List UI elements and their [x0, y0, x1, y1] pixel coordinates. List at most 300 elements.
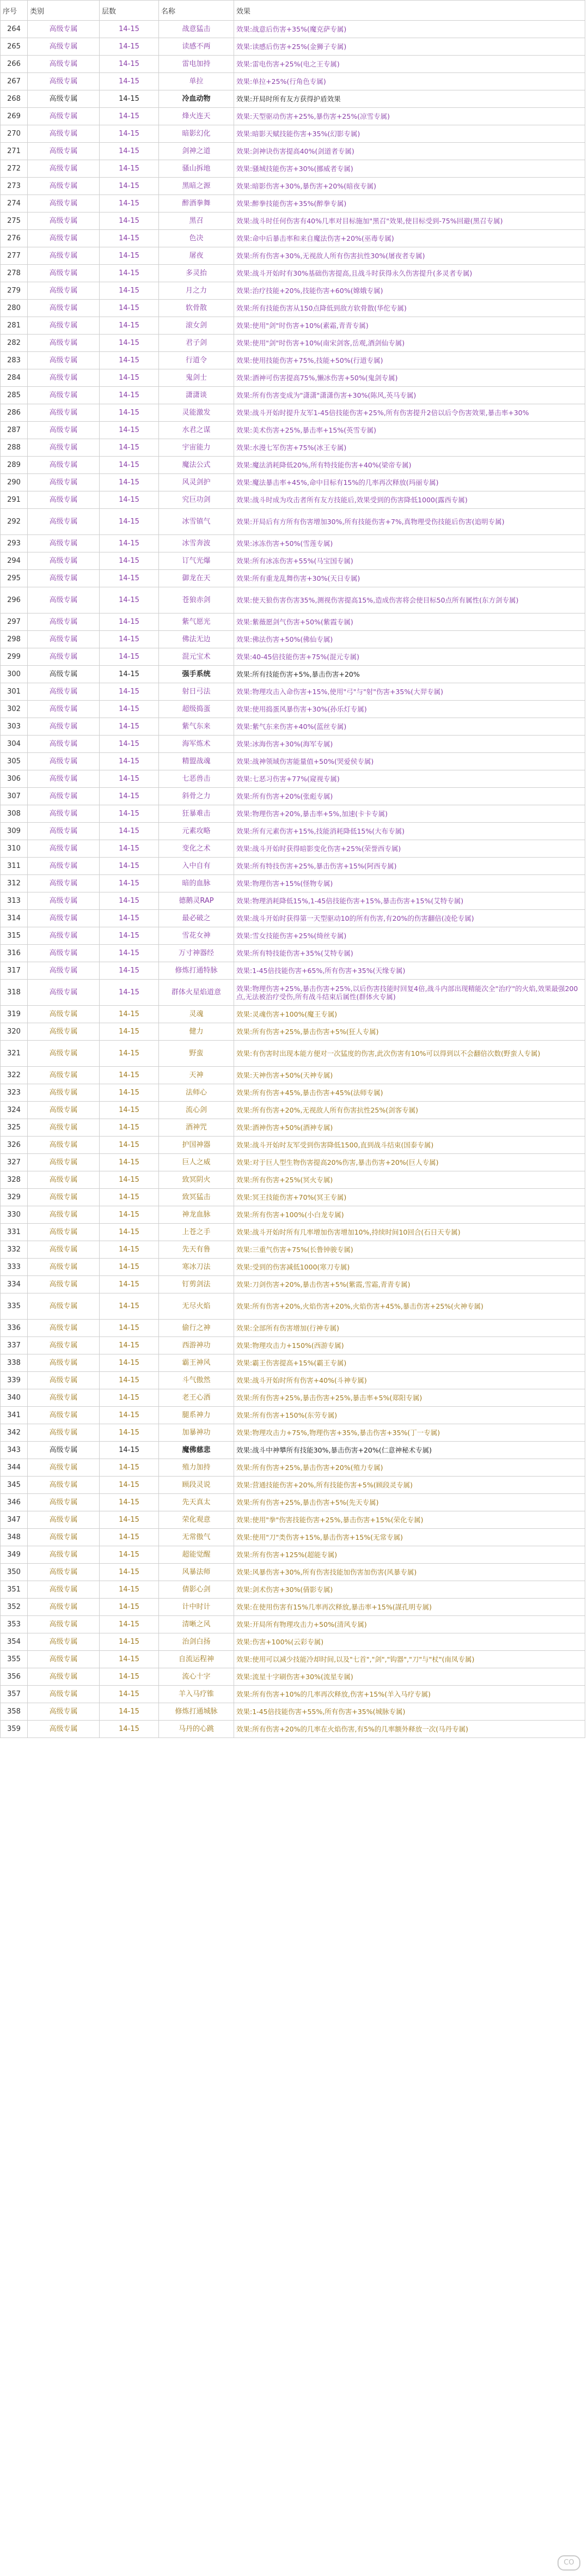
cell-name: 殖力加持	[159, 1459, 234, 1477]
cell-category: 高级专属	[28, 1189, 100, 1206]
cell-level: 14-15	[100, 1616, 159, 1633]
table-row	[1, 1293, 585, 1320]
cell-category: 高级专属	[28, 1668, 100, 1686]
cell-name: 西游神功	[159, 1337, 234, 1354]
cell-no: 295	[1, 570, 28, 587]
table-row	[1, 1686, 585, 1703]
table-row	[1, 491, 585, 509]
cell-level: 14-15	[100, 56, 159, 73]
table-row	[1, 178, 585, 195]
cell-name: 护国神器	[159, 1137, 234, 1154]
table-row	[1, 21, 585, 38]
cell-no: 309	[1, 823, 28, 840]
cell-effect: 效果:佛法伤害+50%(佛仙专属)	[234, 631, 585, 648]
cell-level: 14-15	[100, 1721, 159, 1738]
cell-category: 高级专属	[28, 1293, 100, 1320]
table-row	[1, 1006, 585, 1023]
cell-no: 324	[1, 1102, 28, 1119]
cell-effect: 效果:魔法消耗降低20%,所有特技能伤害+40%(梁帝专属)	[234, 457, 585, 474]
cell-name: 强手系统	[159, 666, 234, 683]
cell-category: 高级专属	[28, 927, 100, 945]
cell-no: 320	[1, 1023, 28, 1041]
cell-category: 高级专属	[28, 1259, 100, 1276]
cell-level: 14-15	[100, 1372, 159, 1389]
cell-category: 高级专属	[28, 1224, 100, 1241]
cell-level: 14-15	[100, 247, 159, 265]
cell-level: 14-15	[100, 1511, 159, 1529]
cell-name: 战意猛击	[159, 21, 234, 38]
cell-name: 霸王神风	[159, 1354, 234, 1372]
cell-effect: 效果:所有伤害+25%(冥火专属)	[234, 1171, 585, 1189]
cell-effect: 效果:暗影天赋技能伤害+35%(幻影专属)	[234, 125, 585, 143]
cell-no: 270	[1, 125, 28, 143]
cell-effect: 效果:1-45倍技能伤害+55%,所有伤害+35%(城脉专属)	[234, 1703, 585, 1721]
cell-category: 高级专属	[28, 1154, 100, 1171]
cell-effect: 效果:所有伤害+25%,暴击伤害+20%(殖力专属)	[234, 1459, 585, 1477]
cell-level: 14-15	[100, 875, 159, 892]
cell-name: 荣化观意	[159, 1511, 234, 1529]
table-row	[1, 1494, 585, 1511]
cell-name: 钉剪剑法	[159, 1276, 234, 1293]
cell-name: 苍狼赤剑	[159, 587, 234, 613]
cell-name: 神龙血脉	[159, 1206, 234, 1224]
cell-name: 风暴法师	[159, 1564, 234, 1581]
cell-level: 14-15	[100, 613, 159, 631]
table-row	[1, 1407, 585, 1424]
cell-effect: 效果:所有伤害变成为"潇潇"潇潇伤害+30%(陈风,英马专属)	[234, 387, 585, 404]
cell-level: 14-15	[100, 1459, 159, 1477]
cell-name: 老王心酒	[159, 1389, 234, 1407]
cell-name: 冰雪镇气	[159, 509, 234, 535]
cell-level: 14-15	[100, 282, 159, 300]
cell-level: 14-15	[100, 945, 159, 962]
cell-effect: 效果:所有伤害+25%,暴击伤害+5%(先天专属)	[234, 1494, 585, 1511]
cell-effect: 效果:所有元素伤害+15%,技能消耗降低15%(大布专属)	[234, 823, 585, 840]
cell-no: 266	[1, 56, 28, 73]
table-row	[1, 1616, 585, 1633]
cell-category: 高级专属	[28, 1006, 100, 1023]
cell-category: 高级专属	[28, 1041, 100, 1067]
cell-category: 高级专属	[28, 317, 100, 335]
cell-effect: 效果:战斗开始时所有伤害+40%(斗神专属)	[234, 1372, 585, 1389]
table-row	[1, 73, 585, 90]
cell-level: 14-15	[100, 335, 159, 352]
cell-category: 高级专属	[28, 439, 100, 457]
header-row	[1, 1, 585, 21]
cell-no: 281	[1, 317, 28, 335]
cell-no: 302	[1, 701, 28, 718]
cell-name: 修炼打通特脉	[159, 962, 234, 980]
cell-no: 328	[1, 1171, 28, 1189]
cell-level: 14-15	[100, 212, 159, 230]
table-row	[1, 823, 585, 840]
cell-no: 294	[1, 552, 28, 570]
cell-category: 高级专属	[28, 858, 100, 875]
cell-no: 333	[1, 1259, 28, 1276]
cell-no: 275	[1, 212, 28, 230]
cell-category: 高级专属	[28, 587, 100, 613]
table-row	[1, 1023, 585, 1041]
cell-no: 348	[1, 1529, 28, 1546]
cell-name: 紫气愿光	[159, 613, 234, 631]
table-row	[1, 160, 585, 178]
table-row	[1, 535, 585, 552]
cell-name: 超级捣蛋	[159, 701, 234, 718]
cell-category: 高级专属	[28, 788, 100, 805]
cell-effect: 效果:所有伤害+150%(东劳专属)	[234, 1407, 585, 1424]
cell-category: 高级专属	[28, 1599, 100, 1616]
cell-effect: 效果:醉拳技能伤害+35%(醉拳专属)	[234, 195, 585, 212]
table-row	[1, 788, 585, 805]
cell-category: 高级专属	[28, 1206, 100, 1224]
cell-category: 高级专属	[28, 404, 100, 422]
cell-effect: 效果:战斗开始时获得暗影变化伤害+25%(荣誉西专属)	[234, 840, 585, 858]
cell-category: 高级专属	[28, 282, 100, 300]
cell-effect: 效果:所有冰冻伤害+55%(马宝国专属)	[234, 552, 585, 570]
table-row	[1, 422, 585, 439]
cell-category: 高级专属	[28, 840, 100, 858]
cell-level: 14-15	[100, 535, 159, 552]
cell-effect: 效果:战意后伤害+35%(魔克萨专属)	[234, 21, 585, 38]
table-row	[1, 1442, 585, 1459]
cell-effect: 效果:所有重龙乱舞伤害+30%(天日专属)	[234, 570, 585, 587]
cell-category: 高级专属	[28, 1372, 100, 1389]
cell-name: 骚山拆地	[159, 160, 234, 178]
table-row	[1, 927, 585, 945]
cell-name: 酒神咒	[159, 1119, 234, 1137]
cell-name: 黑召	[159, 212, 234, 230]
cell-level: 14-15	[100, 552, 159, 570]
cell-level: 14-15	[100, 369, 159, 387]
cell-category: 高级专属	[28, 701, 100, 718]
table-row	[1, 387, 585, 404]
table-row	[1, 1224, 585, 1241]
cell-category: 高级专属	[28, 1581, 100, 1599]
cell-category: 高级专属	[28, 1067, 100, 1084]
cell-name: 流心十字	[159, 1668, 234, 1686]
table-row	[1, 683, 585, 701]
cell-name: 斜骨之力	[159, 788, 234, 805]
table-row	[1, 457, 585, 474]
cell-effect: 效果:霸王伤害提高+15%(霸王专属)	[234, 1354, 585, 1372]
cell-effect: 效果:使天狼伤害伤害35%,测视伤害提高15%,造成伤害将会使目标50点所有属性(东方剑专属)	[234, 587, 585, 613]
cell-no: 332	[1, 1241, 28, 1259]
cell-no: 356	[1, 1668, 28, 1686]
cell-name: 剑神之道	[159, 143, 234, 160]
cell-level: 14-15	[100, 631, 159, 648]
cell-no: 322	[1, 1067, 28, 1084]
table-row	[1, 352, 585, 369]
cell-effect: 效果:风暴伤害+30%,所有伤害技能加伤害加伤害(风暴专属)	[234, 1564, 585, 1581]
cell-level: 14-15	[100, 1023, 159, 1041]
cell-name: 暗影幻化	[159, 125, 234, 143]
cell-category: 高级专属	[28, 1389, 100, 1407]
cell-effect: 效果:战斗开始时提升友军1-45倍技能伤害+25%,所有伤害提升2倍以后令伤害效果,暴击率+30%	[234, 404, 585, 422]
cell-name: 屠夜	[159, 247, 234, 265]
table-row	[1, 125, 585, 143]
cell-effect: 效果:营通技能伤害+20%,所有技能伤害+5%(顾段灵专属)	[234, 1477, 585, 1494]
cell-level: 14-15	[100, 892, 159, 910]
cell-level: 14-15	[100, 1119, 159, 1137]
cell-name: 潇潇谈	[159, 387, 234, 404]
cell-category: 高级专属	[28, 1651, 100, 1668]
cell-category: 高级专属	[28, 1084, 100, 1102]
cell-level: 14-15	[100, 108, 159, 125]
cell-no: 313	[1, 892, 28, 910]
cell-no: 337	[1, 1337, 28, 1354]
cell-name: 魔法公式	[159, 457, 234, 474]
cell-effect: 效果:开局后有方所有伤害增加30%,所有技能伤害+7%,真物理受伤技能后伤害(追明专属)	[234, 509, 585, 535]
cell-no: 292	[1, 509, 28, 535]
cell-no: 279	[1, 282, 28, 300]
cell-name: 烽火连天	[159, 108, 234, 125]
cell-category: 高级专属	[28, 1424, 100, 1442]
cell-category: 高级专属	[28, 1686, 100, 1703]
cell-effect: 效果:命中后暴击率和来自魔法伤害+20%(巫毒专属)	[234, 230, 585, 247]
cell-name: 倩影心剑	[159, 1581, 234, 1599]
table-row	[1, 439, 585, 457]
cell-category: 高级专属	[28, 1477, 100, 1494]
cell-no: 283	[1, 352, 28, 369]
cell-effect: 效果:冰海伤害+30%(海军专属)	[234, 736, 585, 753]
table-row	[1, 962, 585, 980]
cell-no: 340	[1, 1389, 28, 1407]
cell-name: 宇宙能力	[159, 439, 234, 457]
cell-effect: 效果:所有伤害+20%,无视敌人所有伤害抗性25%(剑客专属)	[234, 1102, 585, 1119]
cell-effect: 效果:天型驱动伤害+25%,暴伤害+25%(凉雪专属)	[234, 108, 585, 125]
table-row	[1, 1067, 585, 1084]
table-row	[1, 474, 585, 491]
cell-category: 高级专属	[28, 570, 100, 587]
cell-no: 350	[1, 1564, 28, 1581]
cell-effect: 效果:剑术伤害+30%(倩影专属)	[234, 1581, 585, 1599]
cell-level: 14-15	[100, 317, 159, 335]
cell-effect: 效果:所有技能伤害从150点降低到敌方软骨散(华佗专属)	[234, 300, 585, 317]
cell-no: 342	[1, 1424, 28, 1442]
cell-category: 高级专属	[28, 1320, 100, 1337]
header-category: 类别	[28, 1, 100, 21]
cell-category: 高级专属	[28, 910, 100, 927]
cell-level: 14-15	[100, 38, 159, 56]
cell-name: 醉酒拳舞	[159, 195, 234, 212]
cell-effect: 效果:灵魂伤害+100%(魔王专属)	[234, 1006, 585, 1023]
table-row	[1, 265, 585, 282]
cell-no: 271	[1, 143, 28, 160]
cell-level: 14-15	[100, 1442, 159, 1459]
cell-effect: 效果:所有伤害+20%的几率在火焰伤害,有5%的几率额外释放一次(马丹专属)	[234, 1721, 585, 1738]
cell-name: 天神	[159, 1067, 234, 1084]
cell-category: 高级专属	[28, 1721, 100, 1738]
cell-effect: 效果:七恶习伤害+77%(窥视专属)	[234, 770, 585, 788]
cell-no: 310	[1, 840, 28, 858]
cell-name: 单拉	[159, 73, 234, 90]
cell-category: 高级专属	[28, 1511, 100, 1529]
cell-no: 354	[1, 1633, 28, 1651]
cell-level: 14-15	[100, 352, 159, 369]
cell-name: 羊入马疗锥	[159, 1686, 234, 1703]
cell-level: 14-15	[100, 1137, 159, 1154]
cell-category: 高级专属	[28, 1703, 100, 1721]
table-row	[1, 1633, 585, 1651]
cell-no: 325	[1, 1119, 28, 1137]
cell-no: 289	[1, 457, 28, 474]
cell-level: 14-15	[100, 90, 159, 108]
cell-no: 307	[1, 788, 28, 805]
cell-effect: 效果:所有伤害+25%,暴击伤害+5%(狂人专属)	[234, 1023, 585, 1041]
table-row	[1, 1581, 585, 1599]
cell-no: 323	[1, 1084, 28, 1102]
cell-category: 高级专属	[28, 422, 100, 439]
cell-category: 高级专属	[28, 1459, 100, 1477]
cell-level: 14-15	[100, 1354, 159, 1372]
cell-category: 高级专属	[28, 892, 100, 910]
cell-effect: 效果:所有伤害+45%,暴击伤害+45%(法师专属)	[234, 1084, 585, 1102]
cell-category: 高级专属	[28, 945, 100, 962]
table-row	[1, 1546, 585, 1564]
cell-no: 331	[1, 1224, 28, 1241]
cell-no: 343	[1, 1442, 28, 1459]
cell-category: 高级专属	[28, 1616, 100, 1633]
cell-category: 高级专属	[28, 1442, 100, 1459]
header-name: 名称	[159, 1, 234, 21]
table-row	[1, 570, 585, 587]
cell-effect: 效果:所有伤害+20%(张彪专属)	[234, 788, 585, 805]
cell-effect: 效果:所有伤害+10%的几率再次释放,伤害+15%(羊入马疗专属)	[234, 1686, 585, 1703]
cell-level: 14-15	[100, 788, 159, 805]
cell-name: 万寸神器经	[159, 945, 234, 962]
cell-name: 元素攻略	[159, 823, 234, 840]
cell-name: 最必破之	[159, 910, 234, 927]
cell-category: 高级专属	[28, 1119, 100, 1137]
cell-effect: 效果:酒神伤害+50%(酒神专属)	[234, 1119, 585, 1137]
cell-name: 雷电加持	[159, 56, 234, 73]
cell-effect: 效果:有伤害时出现本能方便对一次猛度的伤害,此次伤害有10%可以得到以不会翻倍次数(野蛮人专属)	[234, 1041, 585, 1067]
cell-no: 357	[1, 1686, 28, 1703]
cell-name: 君子剑	[159, 335, 234, 352]
cell-name: 致冥阴火	[159, 1171, 234, 1189]
cell-effect: 效果:所有伤害+20%,火焰伤害+20%,火焰伤害+45%,暴击伤害+25%(火神专属)	[234, 1293, 585, 1320]
cell-effect: 效果:物理攻击力+150%(西游专属)	[234, 1337, 585, 1354]
table-row	[1, 1389, 585, 1407]
cell-level: 14-15	[100, 1633, 159, 1651]
cell-effect: 效果:所有特技能伤害+35%(艾特专属)	[234, 945, 585, 962]
cell-name: 先天真太	[159, 1494, 234, 1511]
cell-category: 高级专属	[28, 1564, 100, 1581]
table-row	[1, 1703, 585, 1721]
cell-no: 344	[1, 1459, 28, 1477]
cell-category: 高级专属	[28, 265, 100, 282]
cell-level: 14-15	[100, 509, 159, 535]
cell-name: 多灵抬	[159, 265, 234, 282]
watermark-logo: CO	[558, 2555, 580, 2571]
cell-effect: 效果:骚城技能伤害+30%(挪威者专属)	[234, 160, 585, 178]
cell-name: 海军炼术	[159, 736, 234, 753]
table-row	[1, 509, 585, 535]
cell-no: 335	[1, 1293, 28, 1320]
cell-no: 276	[1, 230, 28, 247]
cell-name: 究巨功剑	[159, 491, 234, 509]
cell-effect: 效果:战斗开始时有30%基础伤害提高,且战斗时获得永久伤害提升(多灵者专属)	[234, 265, 585, 282]
cell-level: 14-15	[100, 1041, 159, 1067]
cell-no: 274	[1, 195, 28, 212]
cell-level: 14-15	[100, 753, 159, 770]
cell-effect: 效果:雷电伤害+25%(电之王专属)	[234, 56, 585, 73]
cell-no: 297	[1, 613, 28, 631]
cell-level: 14-15	[100, 683, 159, 701]
cell-name: 色决	[159, 230, 234, 247]
cell-name: 射日弓法	[159, 683, 234, 701]
table-row	[1, 1511, 585, 1529]
cell-effect: 效果:战神领域伤害能量值+50%(哭爱侯专属)	[234, 753, 585, 770]
table-row	[1, 1529, 585, 1546]
cell-name: 精盟战魂	[159, 753, 234, 770]
cell-no: 315	[1, 927, 28, 945]
table-row	[1, 1459, 585, 1477]
cell-level: 14-15	[100, 73, 159, 90]
cell-no: 339	[1, 1372, 28, 1389]
cell-category: 高级专属	[28, 1407, 100, 1424]
cell-level: 14-15	[100, 1477, 159, 1494]
cell-no: 264	[1, 21, 28, 38]
cell-name: 计中时计	[159, 1599, 234, 1616]
cell-no: 347	[1, 1511, 28, 1529]
cell-effect: 效果:对于巨人型生物伤害提高20%伤害,暴击伤害+20%(巨人专属)	[234, 1154, 585, 1171]
cell-effect: 效果:在使用伤害有15%几率再次释放,暴击率+15%(謀孔明专属)	[234, 1599, 585, 1616]
cell-level: 14-15	[100, 1389, 159, 1407]
cell-no: 341	[1, 1407, 28, 1424]
cell-no: 338	[1, 1354, 28, 1372]
cell-name: 寒冰刀法	[159, 1259, 234, 1276]
table-row	[1, 552, 585, 570]
cell-name: 上苍之手	[159, 1224, 234, 1241]
cell-name: 紫气东来	[159, 718, 234, 736]
cell-name: 月之力	[159, 282, 234, 300]
cell-name: 群体火星焰道意	[159, 980, 234, 1006]
cell-level: 14-15	[100, 1668, 159, 1686]
cell-category: 高级专属	[28, 552, 100, 570]
cell-effect: 效果:水漫七军伤害+75%(冰王专属)	[234, 439, 585, 457]
table-row	[1, 840, 585, 858]
cell-effect: 效果:剑神诀伤害提高40%(剑道者专属)	[234, 143, 585, 160]
cell-level: 14-15	[100, 910, 159, 927]
cell-level: 14-15	[100, 1084, 159, 1102]
cell-level: 14-15	[100, 1006, 159, 1023]
cell-effect: 效果:紫气东来伤害+40%(蓝丝专属)	[234, 718, 585, 736]
table-row	[1, 38, 585, 56]
cell-level: 14-15	[100, 195, 159, 212]
table-row	[1, 1477, 585, 1494]
cell-name: 顾段灵说	[159, 1477, 234, 1494]
table-row	[1, 1354, 585, 1372]
cell-no: 284	[1, 369, 28, 387]
cell-no: 314	[1, 910, 28, 927]
cell-name: 行道令	[159, 352, 234, 369]
cell-category: 高级专属	[28, 666, 100, 683]
cell-category: 高级专属	[28, 1546, 100, 1564]
cell-category: 高级专属	[28, 648, 100, 666]
cell-effect: 效果:美术伤害+25%,暴击率+15%(英雪专属)	[234, 422, 585, 439]
cell-no: 330	[1, 1206, 28, 1224]
table-row	[1, 666, 585, 683]
cell-effect: 效果:战斗开始时获得第一天型驱动10的所有伤害,有20%的伤害翻倍(凌伦专属)	[234, 910, 585, 927]
cell-category: 高级专属	[28, 178, 100, 195]
cell-category: 高级专属	[28, 1241, 100, 1259]
cell-name: 佛法无边	[159, 631, 234, 648]
cell-name: 订气光爆	[159, 552, 234, 570]
cell-no: 355	[1, 1651, 28, 1668]
cell-no: 303	[1, 718, 28, 736]
cell-level: 14-15	[100, 1224, 159, 1241]
